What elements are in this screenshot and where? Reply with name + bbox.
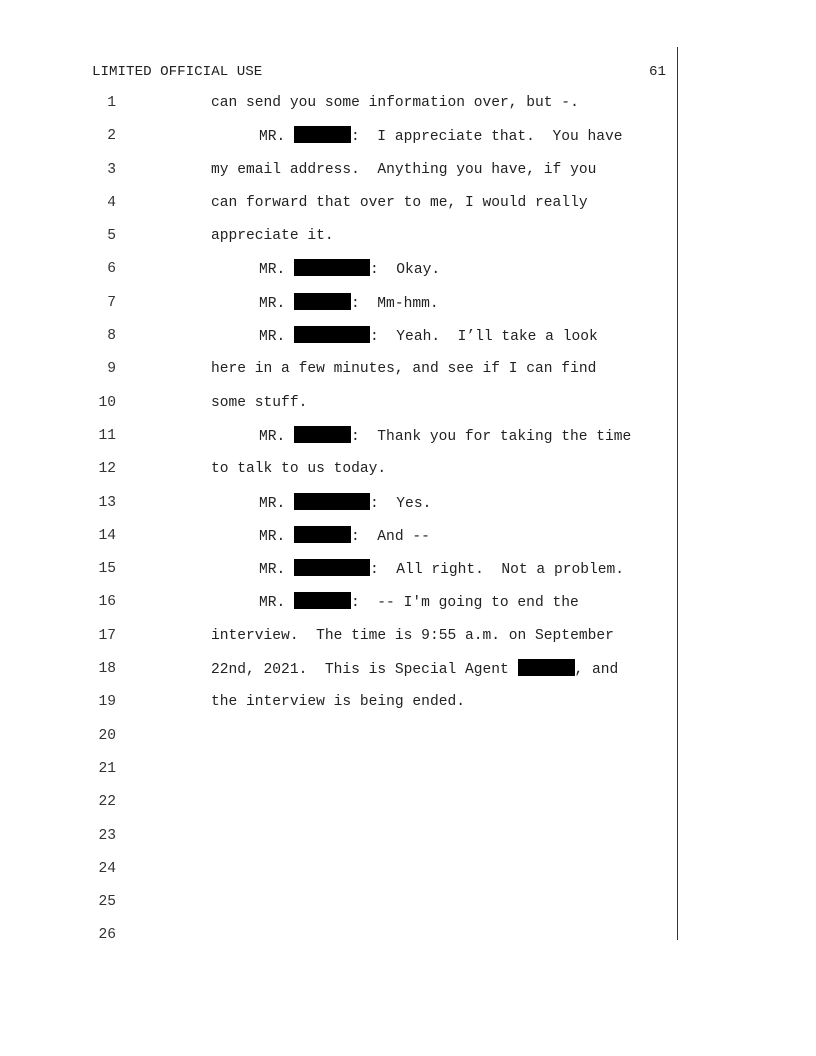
- transcript-line: [0, 792, 816, 825]
- redaction-box: [294, 592, 351, 609]
- transcript-line: [0, 726, 816, 759]
- speaker-line: [259, 426, 631, 447]
- line-suffix: : Mm-hmm.: [351, 295, 439, 312]
- speaker-prefix: 22nd, 2021. This is Special Agent: [211, 662, 518, 679]
- line-number: 19: [98, 694, 116, 711]
- line-number: 11: [98, 427, 116, 444]
- line-number: 8: [107, 328, 116, 345]
- line-number: 20: [98, 727, 116, 744]
- transcript-line: [0, 160, 816, 193]
- speaker-line: [259, 559, 624, 580]
- speaker-prefix: MR.: [259, 495, 295, 512]
- line-number: 7: [107, 294, 116, 311]
- speaker-prefix: MR.: [259, 428, 295, 445]
- line-number: 14: [98, 527, 116, 544]
- line-suffix: : -- I'm going to end the: [351, 595, 579, 612]
- transcript-line: [0, 892, 816, 925]
- page-header: [92, 62, 666, 82]
- transcript-line: [0, 259, 816, 292]
- classification-label: LIMITED OFFICIAL USE: [92, 64, 263, 80]
- transcript-line: [0, 826, 816, 859]
- redaction-box: [294, 259, 370, 276]
- speaker-line: [259, 326, 598, 347]
- transcript-line: [0, 559, 816, 592]
- line-number: 17: [98, 627, 116, 644]
- line-text: interview. The time is 9:55 a.m. on September: [211, 627, 614, 644]
- line-number: 2: [107, 128, 116, 145]
- redaction-box: [294, 526, 351, 543]
- speaker-prefix: MR.: [259, 262, 295, 279]
- speaker-prefix: MR.: [259, 595, 295, 612]
- transcript-line: [0, 126, 816, 159]
- redaction-box: [294, 493, 370, 510]
- line-suffix: : Yeah. I’ll take a look: [370, 329, 598, 346]
- line-text: some stuff.: [211, 394, 308, 411]
- line-number: 6: [107, 261, 116, 278]
- line-text: appreciate it.: [211, 228, 334, 245]
- line-number: 25: [98, 894, 116, 911]
- line-number: 3: [107, 161, 116, 178]
- transcript-line: [0, 293, 816, 326]
- line-number: 13: [98, 494, 116, 511]
- speaker-prefix: MR.: [259, 129, 295, 146]
- transcript-line: [0, 226, 816, 259]
- transcript-line: [0, 393, 816, 426]
- redaction-box: [518, 659, 575, 676]
- line-number: 18: [98, 661, 116, 678]
- redaction-box: [294, 559, 370, 576]
- redaction-box: [294, 126, 351, 143]
- transcript-line: [0, 93, 816, 126]
- redaction-box: [294, 326, 370, 343]
- transcript-line: [0, 193, 816, 226]
- speaker-line: [259, 126, 623, 147]
- speaker-line: [259, 293, 439, 314]
- line-number: 16: [98, 594, 116, 611]
- transcript-line: [0, 426, 816, 459]
- transcript-line: [0, 526, 816, 559]
- speaker-line: [259, 526, 430, 547]
- transcript-line: [0, 859, 816, 892]
- line-number: 21: [98, 760, 116, 777]
- transcript-line: [0, 459, 816, 492]
- speaker-line: [259, 592, 579, 613]
- line-number: 5: [107, 228, 116, 245]
- transcript-line: [0, 359, 816, 392]
- redaction-box: [294, 293, 351, 310]
- transcript-line: [0, 759, 816, 792]
- line-text: can send you some information over, but -.: [211, 95, 579, 111]
- transcript-lines: [0, 93, 816, 959]
- line-text: here in a few minutes, and see if I can find: [211, 361, 597, 378]
- line-suffix: : Thank you for taking the time: [351, 428, 632, 445]
- line-number: 15: [98, 561, 116, 578]
- line-number: 1: [107, 95, 116, 111]
- line-number: 12: [98, 461, 116, 478]
- speaker-prefix: MR.: [259, 562, 295, 579]
- line-number: 9: [107, 361, 116, 378]
- line-suffix: : I appreciate that. You have: [351, 129, 623, 146]
- page-number: 61: [648, 64, 666, 80]
- line-number: 4: [107, 194, 116, 211]
- line-text: [211, 659, 618, 680]
- speaker-prefix: MR.: [259, 329, 295, 346]
- line-suffix: : Yes.: [370, 495, 432, 512]
- line-text: my email address. Anything you have, if you: [211, 161, 597, 178]
- speaker-prefix: MR.: [259, 528, 295, 545]
- redaction-box: [294, 426, 351, 443]
- transcript-line: [0, 659, 816, 692]
- transcript-line: [0, 493, 816, 526]
- transcript-line: [0, 592, 816, 625]
- line-suffix: , and: [574, 662, 619, 679]
- transcript-line: [0, 626, 816, 659]
- transcript-line: [0, 692, 816, 725]
- line-number: 26: [98, 927, 116, 944]
- line-suffix: : All right. Not a problem.: [370, 562, 625, 579]
- transcript-line: [0, 925, 816, 958]
- line-number: 23: [98, 827, 116, 844]
- line-text: to talk to us today.: [211, 461, 387, 478]
- line-text: can forward that over to me, I would really: [211, 194, 588, 211]
- line-suffix: : Okay.: [370, 262, 441, 279]
- line-number: 10: [98, 394, 116, 411]
- line-number: 24: [98, 860, 116, 877]
- transcript-line: [0, 326, 816, 359]
- speaker-prefix: MR.: [259, 295, 295, 312]
- line-text: the interview is being ended.: [211, 694, 465, 711]
- speaker-line: [259, 493, 431, 514]
- line-number: 22: [98, 794, 116, 811]
- line-suffix: : And --: [351, 528, 430, 545]
- speaker-line: [259, 259, 440, 280]
